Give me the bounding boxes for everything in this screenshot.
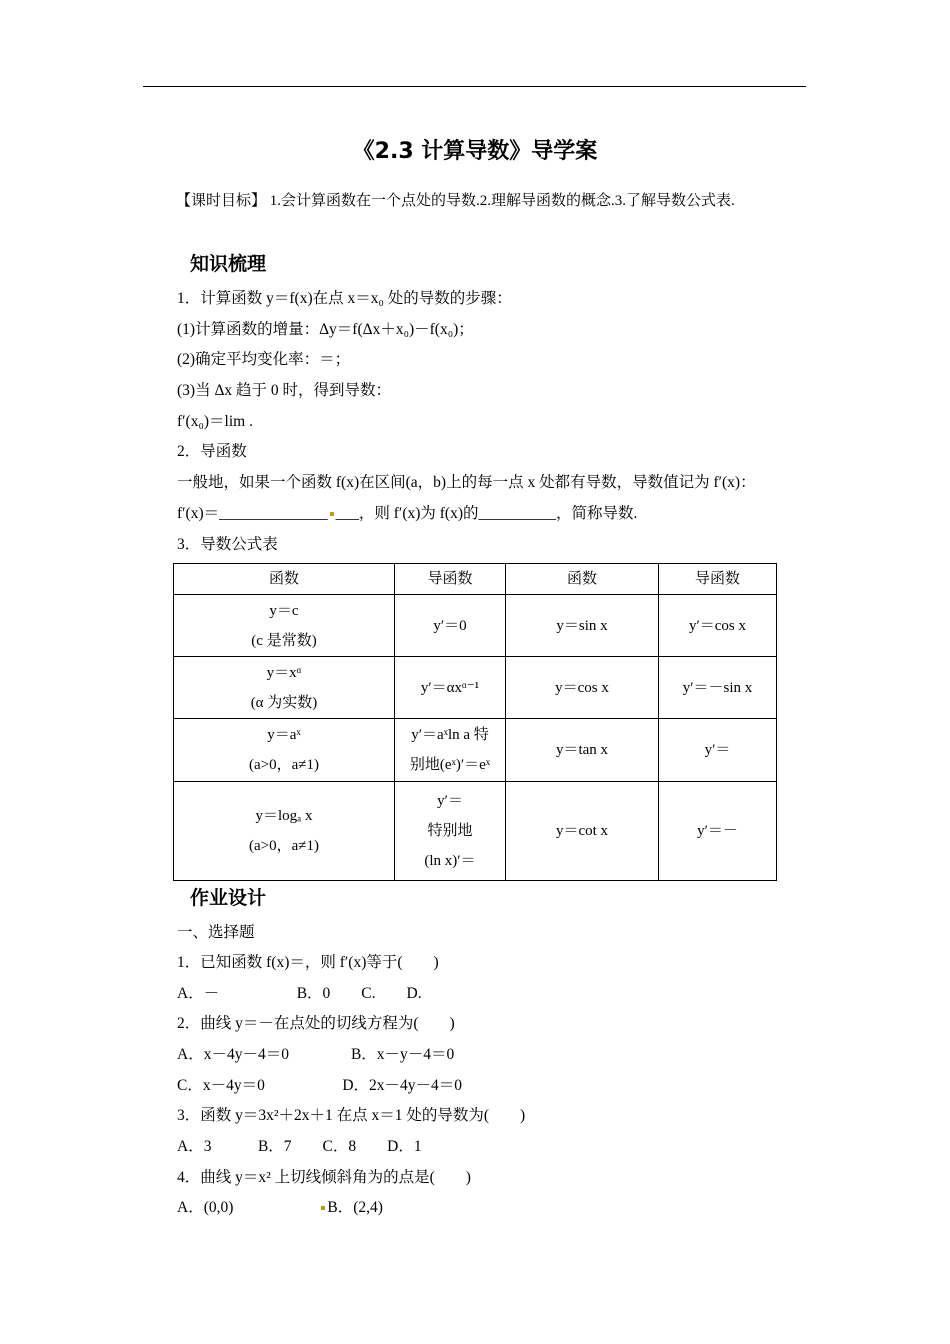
text-line: (2)确定平均变化率：＝； xyxy=(177,351,351,368)
derivative-cell: y′＝ 特别地 (ln x)′＝ xyxy=(395,782,506,881)
mark-dot xyxy=(321,1206,325,1210)
derivative-cell: y′＝0 xyxy=(395,595,506,657)
section-heading-knowledge: 知识梳理 xyxy=(190,253,267,275)
section-heading-homework: 作业设计 xyxy=(190,887,267,909)
text-line: (1)计算函数的增量：Δy＝f(Δx＋x₀)－f(x₀)； xyxy=(177,321,474,338)
derivative-formula-table xyxy=(173,563,777,881)
question-line: 3．函数 y＝3x²＋2x＋1 在点 x＝1 处的导数为( ) xyxy=(177,1107,526,1124)
options-line: C．x－4y＝0 D．2x－4y－4＝0 xyxy=(177,1077,463,1094)
table-header-cell: 导函数 xyxy=(395,564,506,595)
question-line: 4．曲线 y＝x² 上切线倾斜角为的点是( ) xyxy=(177,1169,471,1186)
fprime-rest-part: ___，则 f′(x)为 f(x)的__________，简称导数. xyxy=(335,505,638,522)
page-title: 《2.3 计算导数》导学案 xyxy=(352,139,598,164)
options-line xyxy=(177,1198,383,1218)
text-line: 3．导数公式表 xyxy=(177,536,278,553)
table-header-cell: 导函数 xyxy=(659,564,777,595)
text-line: 一般地，如果一个函数 f(x)在区间(a，b)上的每一点 x 处都有导数，导数值记为 f′(x)： xyxy=(177,474,756,491)
options-line: A．3 B．7 C．8 D．1 xyxy=(177,1138,422,1155)
option-a: A．(0,0) xyxy=(177,1199,234,1216)
header-rule xyxy=(143,86,806,87)
table-row xyxy=(174,595,777,657)
lesson-goal: 【课时目标】 1.会计算函数在一个点处的导数.2.理解导函数的概念.3.了解导数公式表. xyxy=(176,193,735,209)
mark-dot xyxy=(330,512,334,516)
derivative-cell: y′＝cos x xyxy=(659,595,777,657)
text-line: (3)当 Δx 趋于 0 时，得到导数： xyxy=(177,382,392,399)
table-header-cell: 函数 xyxy=(506,564,659,595)
derivative-cell: y′＝－sin x xyxy=(659,657,777,719)
question-line: 2．曲线 y＝－在点处的切线方程为( ) xyxy=(177,1015,455,1032)
function-cell: y＝cos x xyxy=(506,657,659,719)
function-cell: y＝tan x xyxy=(506,719,659,782)
table-row xyxy=(174,782,777,881)
text-line: f′(x₀)＝lim . xyxy=(177,413,253,430)
fprime-blank-part: f′(x)＝______________ xyxy=(177,505,328,522)
table-header-cell: 函数 xyxy=(174,564,395,595)
function-cell: y＝logₐ x (a>0，a≠1) xyxy=(174,782,395,881)
options-line: A．－ B．0 C. D. xyxy=(177,985,422,1002)
derivative-cell: y′＝αxᵅ⁻¹ xyxy=(395,657,506,719)
derivative-cell: y′＝aˣln a 特 别地(eˣ)′＝eˣ xyxy=(395,719,506,782)
derivative-cell: y′＝ xyxy=(659,719,777,782)
question-line: 1．已知函数 f(x)＝，则 f′(x)等于( ) xyxy=(177,954,439,971)
derivative-cell: y′＝－ xyxy=(659,782,777,881)
table-header-row xyxy=(174,564,777,595)
function-cell: y＝xᵅ (α 为实数) xyxy=(174,657,395,719)
function-cell: y＝sin x xyxy=(506,595,659,657)
options-line: A．x－4y－4＝0 B．x－y－4＝0 xyxy=(177,1046,455,1063)
function-cell: y＝cot x xyxy=(506,782,659,881)
fprime-definition-line xyxy=(177,504,637,524)
table-row xyxy=(174,657,777,719)
text-line: 1．计算函数 y＝f(x)在点 x＝x₀ 处的导数的步骤： xyxy=(177,290,512,307)
function-cell: y＝c (c 是常数) xyxy=(174,595,395,657)
option-b: B．(2,4) xyxy=(327,1199,383,1216)
text-line: 2．导函数 xyxy=(177,443,247,460)
table-row xyxy=(174,719,777,782)
text-line: 一、选择题 xyxy=(177,924,255,941)
function-cell: y＝aˣ (a>0，a≠1) xyxy=(174,719,395,782)
